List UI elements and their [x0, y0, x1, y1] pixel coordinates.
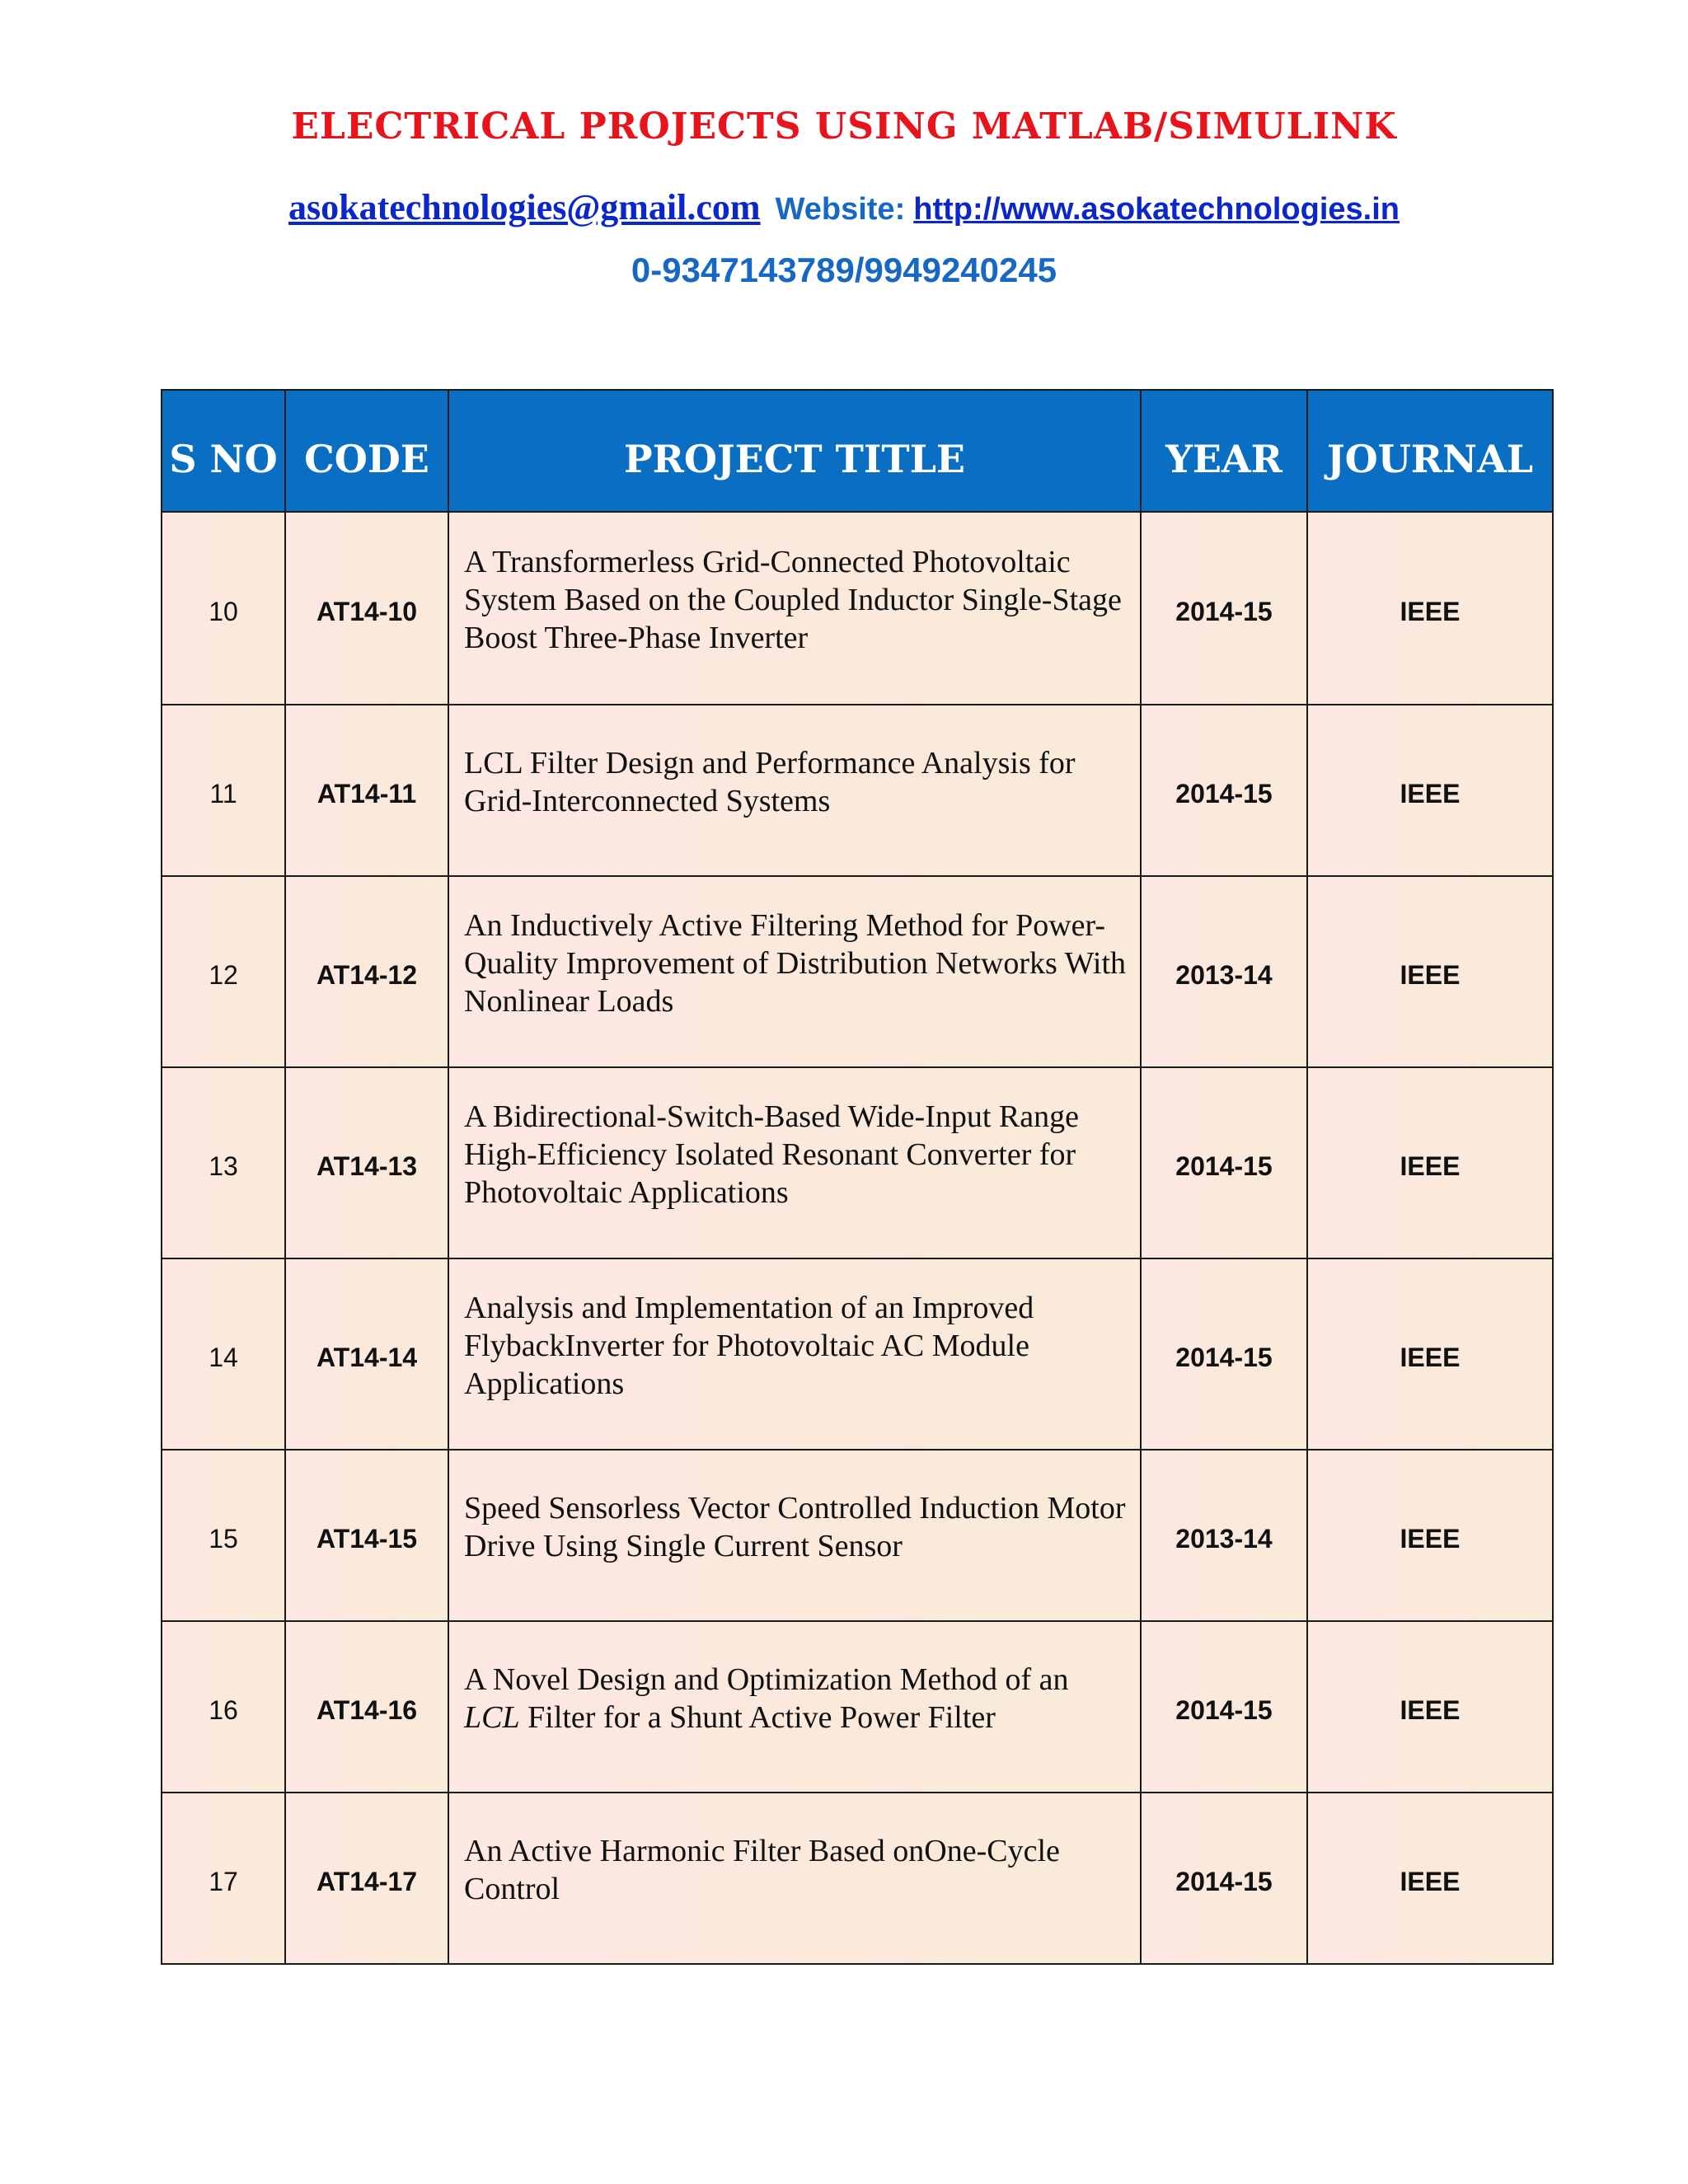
row-code: AT14-15: [285, 1450, 448, 1621]
table-row: [162, 1450, 1553, 1621]
row-code: AT14-17: [285, 1793, 448, 1964]
row-sno: 15: [162, 1450, 285, 1621]
row-journal: IEEE: [1307, 1621, 1553, 1793]
row-year: 2014-15: [1141, 1067, 1307, 1258]
table-row: [162, 876, 1553, 1067]
row-code: AT14-16: [285, 1621, 448, 1793]
row-code: AT14-14: [285, 1258, 448, 1450]
row-title: LCL Filter Design and Performance Analysis for Grid-Interconnected Systems: [448, 705, 1141, 876]
table-row: [162, 512, 1553, 705]
row-year: 2014-15: [1141, 1621, 1307, 1793]
column-header-year: YEAR: [1141, 390, 1307, 512]
row-title: An Active Harmonic Filter Based onOne-Cycle Control: [448, 1793, 1141, 1964]
table-row: [162, 1621, 1553, 1793]
row-code: AT14-13: [285, 1067, 448, 1258]
table-row: [162, 1793, 1553, 1964]
row-year: 2013-14: [1141, 876, 1307, 1067]
column-header-code: CODE: [285, 390, 448, 512]
row-journal: IEEE: [1307, 512, 1553, 705]
row-sno: 13: [162, 1067, 285, 1258]
row-title-italic-part: LCL: [464, 1700, 520, 1735]
row-title: [448, 1621, 1141, 1793]
row-sno: 16: [162, 1621, 285, 1793]
row-year: 2013-14: [1141, 1450, 1307, 1621]
page-title: ELECTRICAL PROJECTS USING MATLAB/SIMULINK: [291, 105, 1397, 148]
row-sno: 17: [162, 1793, 285, 1964]
row-sno: 12: [162, 876, 285, 1067]
row-sno: 14: [162, 1258, 285, 1450]
row-journal: IEEE: [1307, 1067, 1553, 1258]
column-header-sno: S NO: [162, 390, 285, 512]
row-journal: IEEE: [1307, 876, 1553, 1067]
website-label: Website:: [775, 192, 906, 227]
table-row: [162, 1258, 1553, 1450]
contact-line: [0, 186, 1688, 228]
email-link[interactable]: asokatechnologies@gmail.com: [288, 187, 761, 227]
row-title-part: A Novel Design and Optimization Method of an: [464, 1662, 1069, 1697]
column-header-project-title: PROJECT TITLE: [448, 390, 1141, 512]
row-title: Speed Sensorless Vector Controlled Induction Motor Drive Using Single Current Sensor: [448, 1450, 1141, 1621]
row-year: 2014-15: [1141, 1793, 1307, 1964]
column-header-journal: JOURNAL: [1307, 390, 1553, 512]
row-title: A Transformerless Grid-Connected Photovoltaic System Based on the Coupled Inductor Single-Stage Boost Three-Phase Inverter: [448, 512, 1141, 705]
row-year: 2014-15: [1141, 512, 1307, 705]
row-title: A Bidirectional-Switch-Based Wide-Input Range High-Efficiency Isolated Resonant Converter for Photovoltaic Applications: [448, 1067, 1141, 1258]
row-journal: IEEE: [1307, 1793, 1553, 1964]
row-title: Analysis and Implementation of an Improved FlybackInverter for Photovoltaic AC Module Applications: [448, 1258, 1141, 1450]
row-journal: IEEE: [1307, 1450, 1553, 1621]
row-code: AT14-11: [285, 705, 448, 876]
row-title: An Inductively Active Filtering Method for Power-Quality Improvement of Distribution Networks With Nonlinear Loads: [448, 876, 1141, 1067]
row-year: 2014-15: [1141, 1258, 1307, 1450]
row-sno: 11: [162, 705, 285, 876]
phone-numbers: 0-9347143789/9949240245: [631, 251, 1057, 289]
website-link[interactable]: http://www.asokatechnologies.in: [913, 192, 1400, 227]
row-journal: IEEE: [1307, 1258, 1553, 1450]
table-row: [162, 705, 1553, 876]
row-sno: 10: [162, 512, 285, 705]
row-code: AT14-10: [285, 512, 448, 705]
row-code: AT14-12: [285, 876, 448, 1067]
table-header-row: [162, 390, 1553, 512]
projects-table: [161, 389, 1554, 1965]
row-year: 2014-15: [1141, 705, 1307, 876]
row-journal: IEEE: [1307, 705, 1553, 876]
row-title-part: Filter for a Shunt Active Power Filter: [519, 1700, 996, 1735]
table-row: [162, 1067, 1553, 1258]
